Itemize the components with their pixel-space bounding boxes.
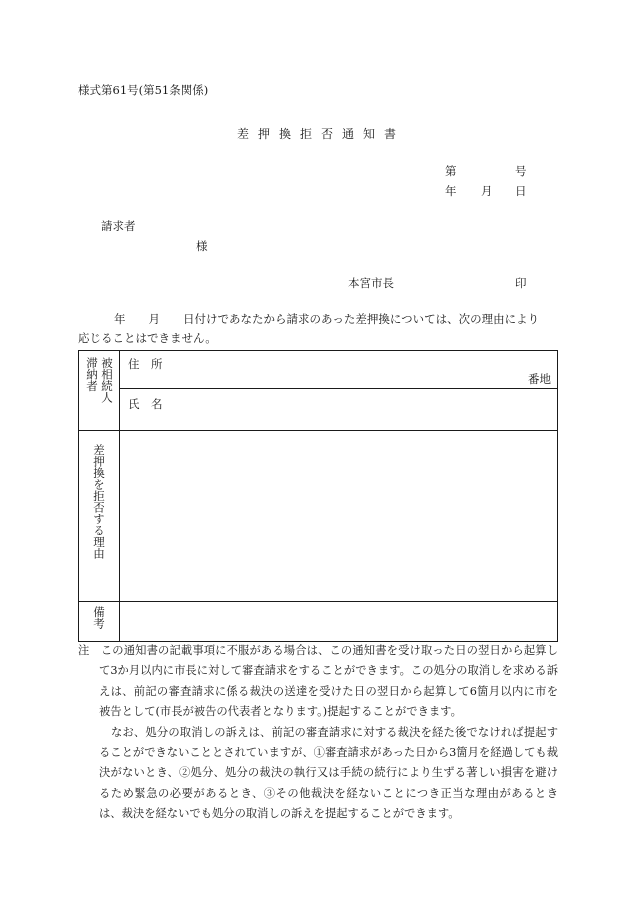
date-day: 日 [515,184,527,198]
recipient-label: 請求者 [101,219,136,233]
name-cell[interactable] [120,389,558,431]
remarks-label-cell [79,602,120,642]
remarks-cell[interactable] [120,602,558,642]
address-cell[interactable] [120,351,558,389]
deceased-label: 被相続人 [100,357,114,403]
remarks-label: 備考 [92,606,106,629]
issuer-name: 本宮市長 [348,276,394,290]
seal-mark: 印 [515,276,527,290]
reason-label: 差押換を拒否する理由 [92,444,106,559]
address-suffix: 番地 [528,372,551,386]
date-year: 年 [445,184,457,198]
intro-line-2: 応じることはできません。 [78,331,217,345]
note-paragraph-1: 注 この通知書の記載事項に不服がある場合は、この通知書を受け取った日の翌日から起算して3か月以内に市長に対して審査請求をすることができます。この処分の取消しを求める訴えは、前記の審査請求に係る裁決の送達を受けた日の翌日から起算して6箇月以内に市を被告として(市長が被告の代表者となります。)提起することができます。 [78,644,558,719]
date-month: 月 [481,184,493,198]
doc-number-prefix: 第 [445,164,457,178]
intro-line-1: 年 月 日付けであなたから請求のあった差押換については、次の理由により [114,312,540,326]
reason-label-cell [79,431,120,602]
doc-number-suffix: 号 [515,164,527,178]
taxpayer-label-cell [79,351,120,431]
note-paragraph-2-text: なお、処分の取消しの訴えは、前記の審査請求に対する裁決を経た後でなければ提起することができないこととされていますが、①審査請求があった日から3箇月を経過しても裁決がないとき、②処分、処分の裁決の執行又は手続の続行により生ずる著しい損害を避けるため緊急の必要があるとき、③その他裁決を経ないことにつき正当な理由があるときは、裁決を経ないでも処分の取消しの訴えを提起することができます。 [99,725,558,821]
address-label: 住 所 [128,357,163,371]
notes-section [78,641,558,825]
reason-cell[interactable] [120,431,558,602]
form-number: 様式第61号(第51条関係) [78,83,209,97]
taxpayer-label: 滞納者 [85,357,99,392]
name-label: 氏 名 [128,397,163,411]
document-title: 差押換拒否通知書 [237,127,406,141]
note-paragraph-2 [78,723,558,825]
notice-table [78,350,558,642]
recipient-honorific: 様 [196,239,208,253]
